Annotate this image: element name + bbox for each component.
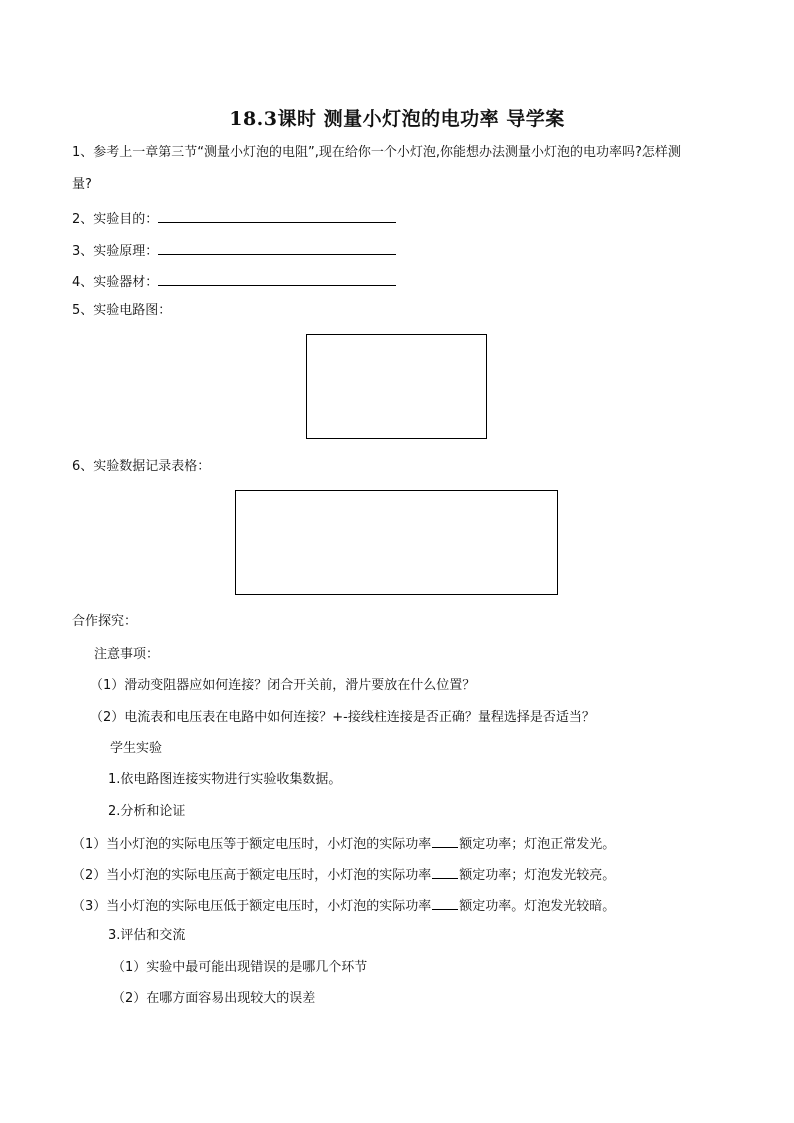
step-2-heading: 2.分析和论证 xyxy=(108,804,186,819)
evaluation-2: （2）在哪方面容易出现较大的误差 xyxy=(112,991,316,1006)
question-2 xyxy=(72,208,396,229)
analysis-2-tail: 额定功率；灯泡发光较亮。 xyxy=(459,868,616,883)
analysis-1-blank[interactable] xyxy=(432,834,458,848)
cooperative-inquiry-heading: 合作探究： xyxy=(72,614,138,629)
question-2-label: 2、实验目的： xyxy=(72,212,159,227)
question-3-label: 3、实验原理： xyxy=(72,244,159,259)
evaluation-1: （1）实验中最可能出现错误的是哪几个环节 xyxy=(112,960,368,975)
question-5-label: 5、实验电路图： xyxy=(72,303,172,318)
note-2: （2）电流表和电压表在电路中如何连接？+-接线柱连接是否正确？量程选择是否适当？ xyxy=(90,710,595,725)
analysis-1-text: （1）当小灯泡的实际电压等于额定电压时，小灯泡的实际功率 xyxy=(72,837,432,852)
analysis-1 xyxy=(72,834,615,854)
experiment-equipment-blank[interactable] xyxy=(158,271,396,286)
question-4 xyxy=(72,271,396,292)
analysis-3 xyxy=(72,896,615,916)
analysis-2 xyxy=(72,865,615,885)
notes-heading: 注意事项： xyxy=(94,647,160,662)
circuit-diagram-box[interactable] xyxy=(306,334,487,439)
analysis-3-blank[interactable] xyxy=(432,896,458,910)
question-3 xyxy=(72,240,396,261)
data-table-box[interactable] xyxy=(235,490,558,595)
analysis-1-tail: 额定功率；灯泡正常发光。 xyxy=(459,837,616,852)
question-6-label: 6、实验数据记录表格： xyxy=(72,459,211,474)
step-1: 1.依电路图连接实物进行实验收集数据。 xyxy=(108,772,342,787)
experiment-principle-blank[interactable] xyxy=(158,240,396,255)
question-1-line-2: 量? xyxy=(72,177,92,192)
step-3-heading: 3.评估和交流 xyxy=(108,928,186,943)
analysis-3-text: （3）当小灯泡的实际电压低于额定电压时，小灯泡的实际功率 xyxy=(72,899,432,914)
experiment-purpose-blank[interactable] xyxy=(158,208,396,223)
analysis-2-text: （2）当小灯泡的实际电压高于额定电压时，小灯泡的实际功率 xyxy=(72,868,432,883)
student-experiment-heading: 学生实验 xyxy=(110,741,163,756)
question-1-line-1: 1、参考上一章第三节“测量小灯泡的电阻”,现在给你一个小灯泡,你能想办法测量小灯泡的电功率吗?怎样测 xyxy=(72,145,681,160)
note-1: （1）滑动变阻器应如何连接？闭合开关前，滑片要放在什么位置？ xyxy=(90,678,476,693)
analysis-3-tail: 额定功率。灯泡发光较暗。 xyxy=(459,899,616,914)
page-title: 18.3课时 测量小灯泡的电功率 导学案 xyxy=(229,108,565,130)
analysis-2-blank[interactable] xyxy=(432,865,458,879)
question-4-label: 4、实验器材： xyxy=(72,275,159,290)
